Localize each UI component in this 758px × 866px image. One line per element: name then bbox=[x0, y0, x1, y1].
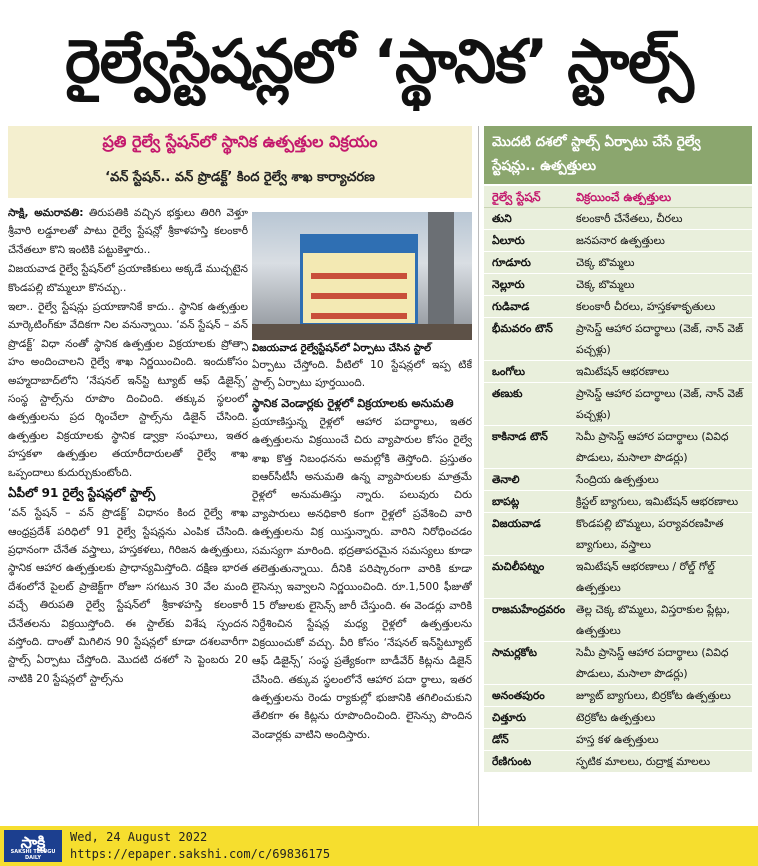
table-cell-station: సామర్లకోట bbox=[492, 646, 537, 659]
table-cell-station: డోన్ bbox=[492, 733, 509, 746]
table-header-products: విక్రయించే ఉత్పత్తులు bbox=[576, 190, 672, 204]
paragraph-5: ఏర్పాటు చేస్తోంది. వీటిలో 10 స్టేషన్లలో ఇప్ప టికే స్టాల్స్ ఏర్పాటు పూర్తయింది. bbox=[252, 359, 472, 390]
table-cell-products: హస్త కళ ఉత్పత్తులు bbox=[576, 733, 659, 746]
article-column-2 bbox=[252, 356, 472, 826]
paragraph-6: ప్రయాణిస్తున్న రైళ్లలో ఆహార పదార్థాలు, ఇతర ఉత్పత్తులను విక్రయించే చిరు వ్యాపారుల కోసం రైల్వే శాఖ కొత్త నిబంధనను అమల్లోకి తెస్తోంది. ప్రస్తుతం ఐఆర్‌సీటీసీ అనుమతి ఉన్న వ్యాపారులకు మాత్రమే రైళ్లలో అనుమతిస్తు న్నారు. పలువురు చిరు వ్యాపారులు అనధికారి కంగా రైళ్లలో ప్రవేశించి వారి ఉత్పత్తులను విక్ర యిస్తున్నారు. వారిని నిరోధించడం సమస్యగా మారింది. భద్రతాపరమైన సమస్యలు కూడా తలెత్తుతున్నాయి. దీనికి పరిష్కారంగా వారికి కూడా లైసెన్సు ఇవ్వాలని నిర్ణయించింది. రూ.1,500 ఫీజుతో 15 రోజులకు లైసెన్స్ జారీ చేస్తుంది. ఈ వెండర్లు వారికి నిర్దేశించిన స్టేషన్ల మధ్య రైళ్లలో ఉత్పత్తులను విక్రయించుకో వచ్చు. వీరి కోసం ‘నేషనల్ ఇన్‌స్టిట్యూట్ ఆఫ్ డిజైన్స్’ సంస్థ ప్రత్యేకంగా బాడీవేర్ కిట్లను డిజైన్ చేసింది. తక్కువ స్థలంలోనే ఆహార పదా ర్థాలు, ఇతర ఉత్పత్తులను రెండు ర్యాకుల్లో భుజానికి తగిలించుకుని తేలిక‌గా ఈ కిట్లను రూపొందించింది. లైసెన్సు పొందిన వెండార్లకు వాటిని అందిస్తారు. bbox=[252, 415, 472, 741]
subheadline-secondary: ‘వన్ స్టేషన్.. వన్ ప్రొడక్ట్’ కింద రైల్వే శాఖ కార్యాచరణ bbox=[105, 170, 375, 185]
table-row bbox=[484, 296, 752, 318]
table-row bbox=[484, 274, 752, 296]
table-header-station: రైల్వే స్టేషన్ bbox=[492, 190, 541, 204]
footer-date: Wed, 24 August 2022 bbox=[70, 830, 208, 844]
table-cell-station: గుడివాడ bbox=[492, 300, 530, 313]
table-cell-products: ఇమిటేషన్ ఆభరణాలు bbox=[576, 365, 669, 378]
paragraph-2: విజయవాడ రైల్వే స్టేషన్‌లో ప్రయాణికులు అక్కడే ముచ్చటైన కొండపల్లి బొమ్మలూ కొనచ్చు.. bbox=[8, 263, 248, 294]
dateline: సాక్షి, అమరావతి: bbox=[8, 207, 84, 219]
section-heading-ap-stations: ఏపీలో 91 రైల్వే స్టేషన్లలో స్టాల్స్ bbox=[8, 486, 156, 501]
column-divider bbox=[478, 126, 479, 826]
table-row bbox=[484, 513, 752, 556]
table-row bbox=[484, 751, 752, 773]
table-row bbox=[484, 383, 752, 426]
subheadline-box bbox=[8, 126, 472, 198]
table-cell-station: అనంతపురం bbox=[492, 689, 545, 702]
table-cell-station: తుని bbox=[492, 212, 512, 225]
headline: రైల్వేస్టేషన్లలో ‘స్థానిక’ స్టాల్స్ bbox=[65, 27, 693, 97]
photo-caption: విజయవాడ రైల్వేస్టేషన్‌లో ఏర్పాటు చేసిన స్టాల్ bbox=[252, 343, 432, 354]
table-row bbox=[484, 491, 752, 513]
table-cell-station: విజయవాడ bbox=[492, 517, 541, 530]
table-row bbox=[484, 252, 752, 274]
table-row bbox=[484, 556, 752, 599]
table-title: మొదటి దశలో స్టాల్స్ ఏర్పాటు చేసే రైల్వే స్టేషన్లు.. ఉత్పత్తులు bbox=[484, 126, 752, 184]
table-row bbox=[484, 685, 752, 707]
table-cell-station: నెల్లూరు bbox=[492, 278, 525, 291]
table-cell-station: భీమవరం టౌన్ bbox=[492, 322, 553, 335]
table-cell-products: జనపనార ఉత్పత్తులు bbox=[576, 234, 665, 247]
table-cell-station: కాకినాడ టౌన్ bbox=[492, 430, 548, 443]
table-cell-products: ప్రాసెస్డ్ ఆహార పదార్థాలు (వెజ్, నాన్ వెజ్ పచ్చళ్లు) bbox=[576, 387, 743, 421]
table-row bbox=[484, 426, 752, 469]
table-cell-station: రేణిగుంట bbox=[492, 755, 532, 768]
table-cell-products: తెల్ల చెక్క బొమ్మలు, విస్తరాకుల ప్లేట్లు, ఉత్పత్తులు bbox=[576, 603, 730, 637]
table-cell-products: సేంద్రియ ఉత్పత్తులు bbox=[576, 473, 659, 486]
table-cell-products: టెర్రకోట ఉత్పత్తులు bbox=[576, 711, 656, 724]
section-heading-vendors: స్థానిక వెండార్లకు రైళ్లలో విక్రయాలకు అనుమతి bbox=[252, 395, 454, 410]
stall-illustration bbox=[300, 234, 418, 326]
table-cell-products: సెమీ ప్రాసెస్డ్ ఆహార పదార్థాలు (వివిధ పొడులు, మసాలా పొడర్లు) bbox=[576, 646, 729, 680]
stall-photo bbox=[252, 212, 472, 340]
footer-bar bbox=[0, 826, 758, 866]
table-cell-station: రాజమహేంద్రవరం bbox=[492, 603, 566, 616]
table-cell-products: కొండపల్లి బొమ్మలు, పర్యావరణహిత బ్యాగులు, వస్త్రాలు bbox=[576, 517, 724, 551]
table-cell-products: జ్యూట్ బ్యాగులు, బిర్రకోట ఉత్పత్తులు bbox=[576, 689, 731, 702]
table-header-row bbox=[484, 186, 752, 208]
table-cell-products: సెమీ ప్రాసెస్డ్ ఆహార పదార్థాలు (వివిధ పొడులు, మసాలా పొడర్లు) bbox=[576, 430, 729, 464]
footer-url[interactable]: https://epaper.sakshi.com/c/69836175 bbox=[70, 847, 331, 861]
paragraph-4: ‘వన్ స్టేషన్ – వన్ ప్రొడక్ట్’ విధానం కింద రైల్వే శాఖ ఆంధ్రప్రదేశ్ పరిధిలో 91 రైల్వే స్టేషన్లను ఎంపిక చేసింది. ప్రధానంగా చేనేత వస్త్రాలు, హస్తకళలు, గిరిజన ఉత్పత్తులు, స్థానిక ఆహార ఉత్పత్తులకు ప్రాధాన్యమిస్తోంది. దక్షిణ భారత దేశంలోనే పైలట్ ప్రాజెక్ట్‌గా రోజూ సగటున 30 వేల మంది వచ్చే తిరుపతి రైల్వే స్టేషన్‌లో శ్రీకాళహస్తి కలంకారీ చేనేతలను విక్రయిస్తోంది. ఈ స్టాల్‌కు విశేష స్పందన వస్తోంది. దాంతో మిగిలిన 90 స్టేషన్లలో కూడా దశలవారీగా స్టాల్స్ ఏర్పాటు చేస్తోంది. మొదటి దశలో సె ప్టెంబరు 20 నాటికి 20 స్టేషన్లలో స్టాల్స్‌ను bbox=[8, 507, 248, 685]
table-cell-products: చెక్క బొమ్మలు bbox=[576, 256, 635, 269]
table-cell-products: చెక్క బొమ్మలు bbox=[576, 278, 635, 291]
table-cell-station: మచిలీపట్నం bbox=[492, 560, 545, 573]
table-row bbox=[484, 208, 752, 230]
table-row bbox=[484, 469, 752, 491]
table-cell-products: స్ఫటిక మాలలు, రుద్రాక్ష మాలలు bbox=[576, 755, 711, 768]
table-cell-products: కలంకారీ చీరలు, హస్తకళాకృతులు bbox=[576, 300, 716, 313]
table-row bbox=[484, 642, 752, 685]
table-cell-products: క్రిస్టల్ బ్యాగులు, ఇమిటేషన్ ఆభరణాలు bbox=[576, 495, 739, 508]
article-column-1 bbox=[8, 204, 248, 824]
sakshi-logo: సాక్షి SAKSHI TELUGU DAILY bbox=[4, 830, 62, 862]
stations-table bbox=[484, 186, 752, 773]
paragraph-3: ఇలా.. రైల్వే స్టేషన్లు ప్రయాణానికే కాదు.. స్థానిక ఉత్పత్తుల మార్కెటింగ్‌కూ వేదికగా నిల వనున్నాయి. ‘వన్ స్టేషన్ – వన్ ప్రొడక్ట్’ విధా నంతో స్థానిక ఉత్పత్తుల విక్రయాలకు ప్రోత్సా హం అందించాలని రైల్వే శాఖ నిర్ణయించింది. ఇందుకోసం అహ్మదాబాద్‌లోని ‘నేషనల్ ఇన్‌స్టి ట్యూట్ ఆఫ్ డిజైన్స్’ సంస్థ స్టాల్స్‌ను రూపొం దించింది. తక్కువ స్థలంలో ఉత్పత్తులను ప్రద ర్శించేలా స్టాల్స్‌ను డిజైన్ చేసింది. ఉత్పత్తుల విక్రయాలకు స్థానిక డ్వాక్రా సంఘాలు, ఇతర హస్తకళా ఉత్పత్తుల తయారీదారులతో రైల్వే శాఖ ఒప్పందాలు కుదుర్చుకుంటోంది. bbox=[8, 301, 248, 479]
table-cell-station: తణుకు bbox=[492, 387, 523, 400]
paragraph-1: తిరుపతికి వచ్చిన భక్తులు తిరిగి వెళ్తూ శ్రీవారి లడ్డూలతో పాటు రైల్వే స్టేషన్లో శ్రీకాళహస్తి కలంకారీ చేనేతలూ కొని ఇంటికి పట్టుకెళ్తారు.. bbox=[8, 207, 248, 256]
table-cell-station: చిత్తూరు bbox=[492, 711, 527, 724]
table-cell-products: ప్రాసెస్డ్ ఆహార పదార్థాలు (వెజ్, నాన్ వెజ్ పచ్చళ్లు) bbox=[576, 322, 743, 356]
table-cell-station: తెనాలి bbox=[492, 473, 520, 486]
table-row bbox=[484, 361, 752, 383]
table-cell-station: బాపట్ల bbox=[492, 495, 520, 508]
table-row bbox=[484, 729, 752, 751]
table-cell-products: ఇమిటేషన్ ఆభరణాలు / రోల్డ్ గోల్డ్ ఉత్పత్తులు bbox=[576, 560, 715, 594]
table-row bbox=[484, 230, 752, 252]
table-cell-station: గూడూరు bbox=[492, 256, 531, 269]
table-row bbox=[484, 707, 752, 729]
subheadline: ప్రతి రైల్వే స్టేషన్‌లో స్థానిక ఉత్పత్తుల విక్రయం bbox=[102, 132, 378, 151]
table-row bbox=[484, 318, 752, 361]
table-row bbox=[484, 599, 752, 642]
table-cell-products: కలంకారీ చేనేతలు, చీరలు bbox=[576, 212, 683, 225]
table-cell-station: ఒంగోలు bbox=[492, 365, 525, 378]
table-cell-station: ఏలూరు bbox=[492, 234, 525, 247]
